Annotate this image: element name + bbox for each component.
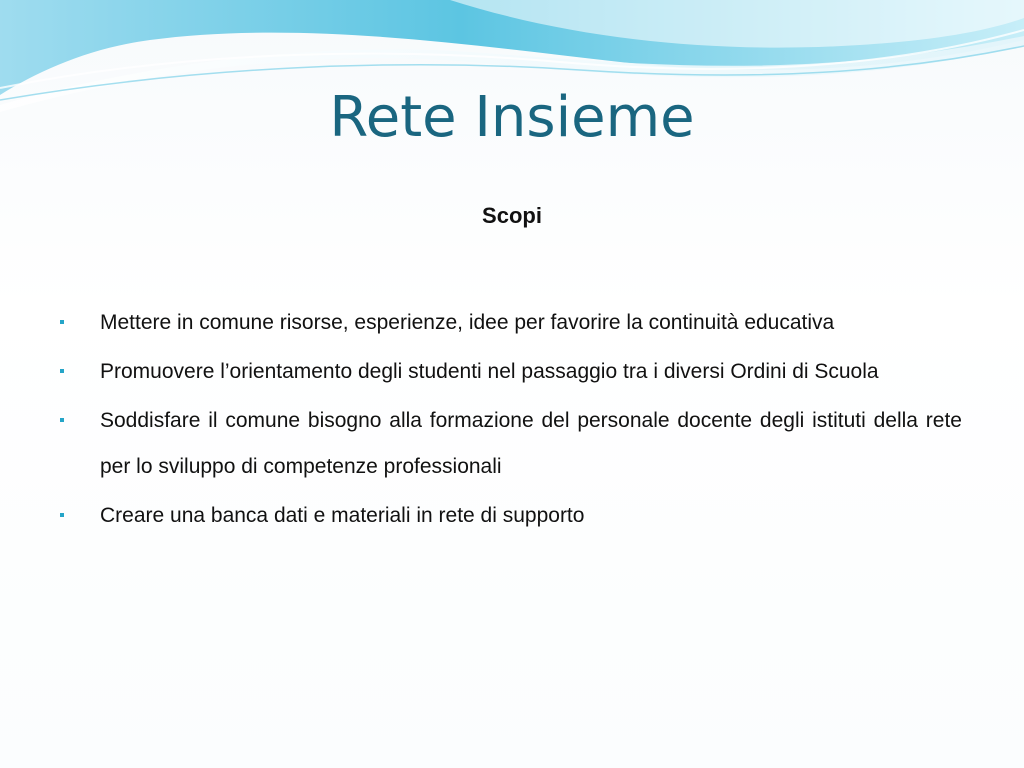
bullet-item — [100, 398, 962, 490]
square-bullet-icon — [60, 513, 64, 517]
bullet-text: Promuovere l’orientamento degli studenti nel passaggio tra i diversi Ordini di Scuola — [100, 360, 879, 383]
square-bullet-icon — [60, 320, 64, 324]
bullet-item — [100, 493, 962, 539]
bullet-text: Creare una banca dati e materiali in rete di supporto — [100, 504, 585, 527]
bullet-list — [0, 300, 1024, 542]
bullet-text: Mettere in comune risorse, esperienze, idee per favorire la continuità educativa — [100, 311, 835, 334]
bullet-item — [100, 300, 962, 346]
bullet-text: Soddisfare il comune bisogno alla formazione del personale docente degli istituti della rete per lo sviluppo di competenze professionali — [100, 409, 962, 478]
bullet-item — [100, 349, 962, 395]
slide-title: Rete Insieme — [329, 85, 695, 150]
slide-subtitle: Scopi — [482, 203, 542, 228]
square-bullet-icon — [60, 369, 64, 373]
square-bullet-icon — [60, 418, 64, 422]
